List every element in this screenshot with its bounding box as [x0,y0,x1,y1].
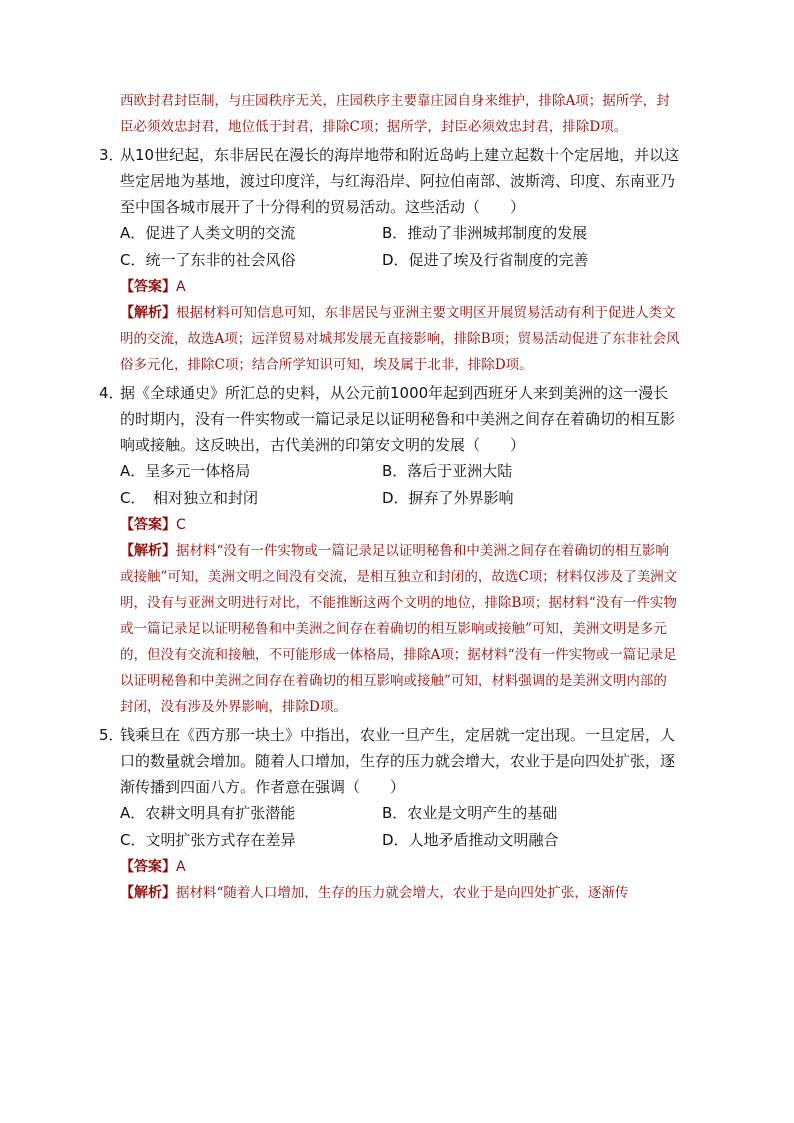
question-3-analysis [120,300,680,378]
question-5-answer [120,854,680,880]
page-content [99,88,680,908]
question-4-option-c: C． 相对独立和封闭 [120,489,258,507]
question-4-options [120,458,680,512]
analysis-tag: 【解析】 [120,885,176,901]
question-4-text: 据《全球通史》所汇总的史料，从公元前1000年起到西班牙人来到美洲的这一漫长的时期内，没有一件实物或一篇记录足以证明秘鲁和中美洲之间存在着确切的相互影响或接触。这反映出，古代美洲的印第安文明的发展（ ） [120,384,676,454]
question-5-option-c: C．文明扩张方式存在差异 [120,831,296,849]
question-5-option-b: B．农业是文明产生的基础 [382,804,558,822]
question-4-analysis [120,538,680,720]
question-3-option-a: A．促进了人类文明的交流 [120,224,296,242]
question-4-option-a: A．呈多元一体格局 [120,462,251,480]
analysis-text: 据材料“没有一件实物或一篇记录足以证明秘鲁和中美洲之间存在着确切的相互影响或接触”可知，美洲文明之间没有交流，是相互独立和封闭的，故选C项；材料仅涉及了美洲文明，没有与亚洲文明进行对比，不能推断这两个文明的地位，排除B项；据材料“没有一件实物或一篇记录足以证明秘鲁和中美洲之间存在着确切的相互影响或接触”可知，美洲文明是多元的，但没有交流和接触，不可能形成一体格局，排除A项；据材料“没有一件实物或一篇记录足以证明秘鲁和中美洲之间存在着确切的相互影响或接触”可知，材料强调的是美洲文明内部的封闭，没有涉及外界影响，排除D项。 [120,543,678,715]
question-5-text: 钱乘旦在《西方那一块土》中指出，农业一旦产生，定居就一定出现。一旦定居，人口的数量就会增加。随着人口增加，生存的压力就会增大，农业于是向四处扩张，逐渐传播到四面八方。作者意在强调（ ） [120,726,676,796]
question-3-options [120,220,680,274]
analysis-text: 根据材料可知信息可知，东非居民与亚洲主要文明区开展贸易活动有利于促进人类文明的交流，故选A项；远洋贸易对城邦发展无直接影响，排除B项；贸易活动促进了东非社会风俗多元化，排除C项；结合所学知识可知，埃及属于北非，排除D项。 [120,305,680,373]
previous-explanation: 西欧封君封臣制，与庄园秩序无关，庄园秩序主要靠庄园自身来维护，排除A项；据所学，封臣必须效忠封君，地位低于封君，排除C项；据所学，封臣必须效忠封君，排除D项。 [120,93,670,135]
answer-tag: 【答案】 [120,279,176,295]
answer-tag: 【答案】 [120,859,176,875]
question-3 [99,142,680,378]
answer-value: A [176,859,186,875]
question-5-option-d: D．人地矛盾推动文明融合 [382,831,559,849]
question-5-stem [99,722,680,800]
question-5-analysis [120,880,680,906]
question-4-answer [120,512,680,538]
question-3-text: 从10世纪起，东非居民在漫长的海岸地带和附近岛屿上建立起数十个定居地，并以这些定居地为基地，渡过印度洋，与红海沿岸、阿拉伯南部、波斯湾、印度、东南亚乃至中国各城市展开了十分得利的贸易活动。这些活动（ ） [120,146,680,216]
answer-value: A [176,279,186,295]
answer-value: C [176,517,186,533]
question-4-option-d: D．摒弃了外界影响 [382,489,514,507]
question-5-number: 5． [99,726,124,744]
question-4-number: 4． [99,384,124,402]
question-5 [99,722,680,906]
question-3-stem [99,142,680,220]
question-5-option-a: A．农耕文明具有扩张潜能 [120,804,296,822]
question-3-number: 3． [99,146,124,164]
question-3-answer [120,274,680,300]
question-4 [99,380,680,720]
question-4-option-b: B．落后于亚洲大陆 [382,462,513,480]
answer-tag: 【答案】 [120,517,176,533]
analysis-tag: 【解析】 [120,543,176,559]
question-5-options [120,800,680,854]
question-3-option-b: B．推动了非洲城邦制度的发展 [382,224,588,242]
question-4-stem [99,380,680,458]
question-3-option-d: D．促进了埃及行省制度的完善 [382,251,589,269]
analysis-tag: 【解析】 [120,305,176,321]
analysis-text: 据材料“随着人口增加，生存的压力就会增大，农业于是向四处扩张，逐渐传 [176,885,629,901]
question-3-option-c: C．统一了东非的社会风俗 [120,251,296,269]
